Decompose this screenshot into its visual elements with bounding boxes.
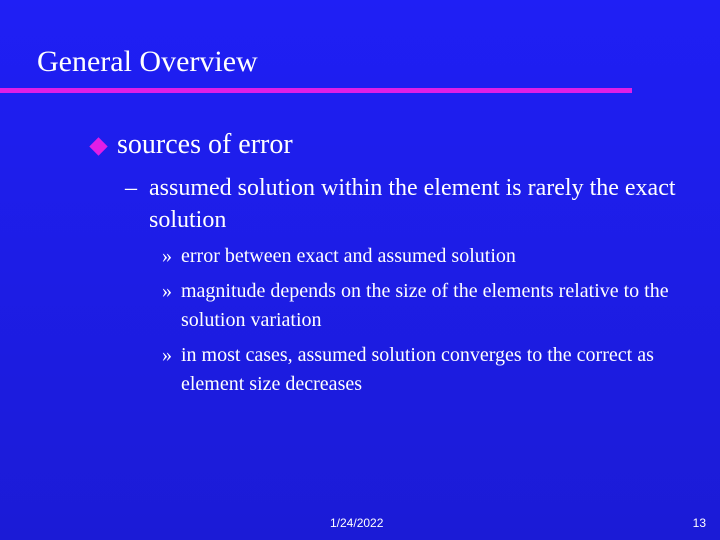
sub-sub-bullet — [162, 242, 682, 271]
chevron-marker: » — [162, 280, 172, 302]
sub-bullet — [125, 172, 685, 236]
dash-marker: – — [125, 175, 137, 201]
sub-sub-bullet-text: error between exact and assumed solution — [181, 245, 516, 267]
slide-title: General Overview — [37, 45, 258, 78]
sub-sub-bullet-text: magnitude depends on the size of the elements relative to the solution variation — [181, 280, 669, 331]
bullet-sources-of-error — [92, 128, 293, 162]
sub-sub-bullet-text: in most cases, assumed solution converges to the correct as element size decreases — [181, 344, 654, 395]
chevron-marker: » — [162, 344, 172, 366]
sub-sub-bullet — [162, 277, 682, 335]
bullet-label: sources of error — [117, 129, 293, 160]
diamond-bullet-icon — [89, 137, 107, 155]
chevron-marker: » — [162, 245, 172, 267]
footer-date: 1/24/2022 — [330, 516, 384, 530]
sub-sub-bullet — [162, 341, 682, 399]
title-underline — [0, 88, 632, 93]
page-number: 13 — [692, 516, 706, 530]
sub-bullet-text: assumed solution within the element is rarely the exact solution — [149, 175, 676, 233]
